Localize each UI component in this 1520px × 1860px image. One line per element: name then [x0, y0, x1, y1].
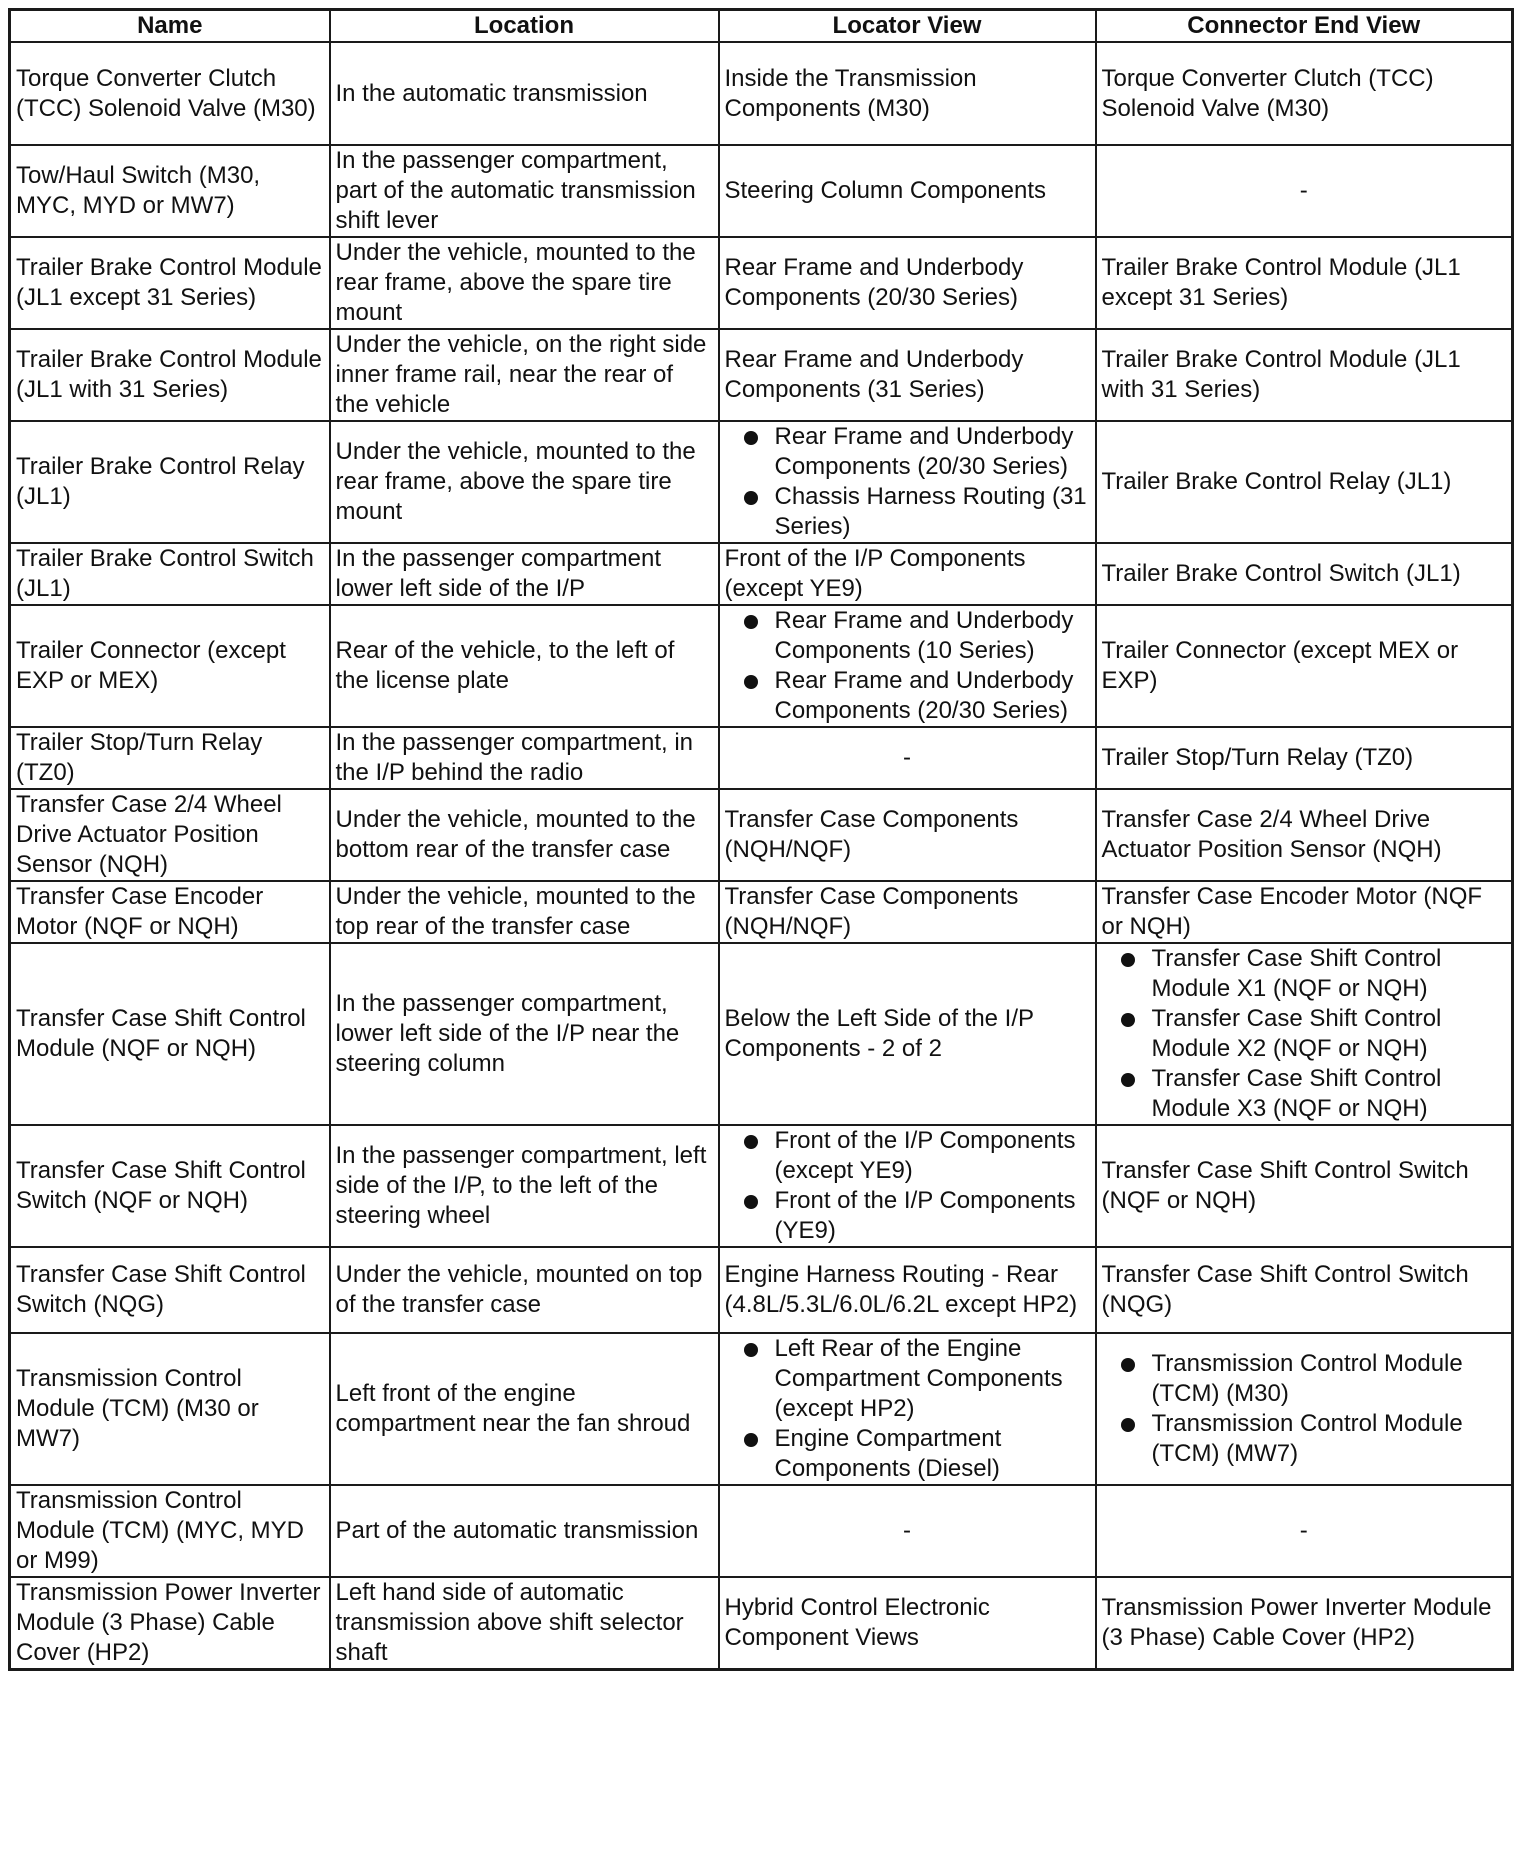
table-row [10, 1485, 1513, 1577]
cell-connector-end-view: Trailer Stop/Turn Relay (TZ0) [1096, 727, 1513, 789]
cell-locator-view [719, 605, 1096, 727]
bullet-item: Rear Frame and Underbody Components (10 Series) [725, 606, 1090, 666]
cell-location: In the passenger compartment, lower left side of the I/P near the steering column [330, 943, 719, 1125]
cell-name: Transmission Control Module (TCM) (MYC, MYD or M99) [10, 1485, 330, 1577]
cell-locator-view: Rear Frame and Underbody Components (20/30 Series) [719, 237, 1096, 329]
bullet-item: Transfer Case Shift Control Module X1 (NQF or NQH) [1102, 944, 1507, 1004]
bullet-item: Engine Compartment Components (Diesel) [725, 1424, 1090, 1484]
bullet-list [725, 606, 1090, 726]
cell-connector-end-view: - [1096, 145, 1513, 237]
table-row [10, 145, 1513, 237]
cell-locator-view: Transfer Case Components (NQH/NQF) [719, 789, 1096, 881]
table-row [10, 543, 1513, 605]
document-sheet [8, 8, 1511, 1846]
cell-name: Tow/Haul Switch (M30, MYC, MYD or MW7) [10, 145, 330, 237]
header-connector-end-view: Connector End View [1096, 10, 1513, 43]
bullet-item: Left Rear of the Engine Compartment Components (except HP2) [725, 1334, 1090, 1424]
cell-locator-view [719, 1125, 1096, 1247]
cell-name: Transfer Case Shift Control Module (NQF or NQH) [10, 943, 330, 1125]
cell-locator-view: Engine Harness Routing - Rear (4.8L/5.3L/6.0L/6.2L except HP2) [719, 1247, 1096, 1333]
cell-location: Part of the automatic transmission [330, 1485, 719, 1577]
cell-name: Transmission Power Inverter Module (3 Phase) Cable Cover (HP2) [10, 1577, 330, 1670]
table-row [10, 943, 1513, 1125]
cell-location: Under the vehicle, on the right side inner frame rail, near the rear of the vehicle [330, 329, 719, 421]
cell-location: Left hand side of automatic transmission above shift selector shaft [330, 1577, 719, 1670]
cell-name: Transmission Control Module (TCM) (M30 or MW7) [10, 1333, 330, 1485]
table-row [10, 421, 1513, 543]
bullet-item: Transmission Control Module (TCM) (MW7) [1102, 1409, 1507, 1469]
table-row [10, 789, 1513, 881]
cell-name: Transfer Case Shift Control Switch (NQG) [10, 1247, 330, 1333]
cell-name: Trailer Brake Control Switch (JL1) [10, 543, 330, 605]
header-name: Name [10, 10, 330, 43]
cell-connector-end-view: Transfer Case 2/4 Wheel Drive Actuator Position Sensor (NQH) [1096, 789, 1513, 881]
cell-location: Under the vehicle, mounted to the rear frame, above the spare tire mount [330, 237, 719, 329]
bullet-item: Front of the I/P Components (except YE9) [725, 1126, 1090, 1186]
bullet-list [725, 1126, 1090, 1246]
cell-locator-view [719, 421, 1096, 543]
cell-locator-view [719, 1333, 1096, 1485]
table-row [10, 1577, 1513, 1670]
table-header-row [10, 10, 1513, 43]
table-row [10, 605, 1513, 727]
cell-connector-end-view: Torque Converter Clutch (TCC) Solenoid Valve (M30) [1096, 42, 1513, 145]
cell-name: Trailer Brake Control Module (JL1 except 31 Series) [10, 237, 330, 329]
cell-name: Trailer Connector (except EXP or MEX) [10, 605, 330, 727]
cell-locator-view: Inside the Transmission Components (M30) [719, 42, 1096, 145]
cell-location: Under the vehicle, mounted to the top rear of the transfer case [330, 881, 719, 943]
table-row [10, 1333, 1513, 1485]
table-body [10, 42, 1513, 1670]
cell-connector-end-view [1096, 1333, 1513, 1485]
cell-connector-end-view: Trailer Brake Control Module (JL1 with 31 Series) [1096, 329, 1513, 421]
cell-name: Transfer Case Shift Control Switch (NQF or NQH) [10, 1125, 330, 1247]
cell-connector-end-view [1096, 943, 1513, 1125]
bullet-item: Chassis Harness Routing (31 Series) [725, 482, 1090, 542]
bullet-item: Transfer Case Shift Control Module X3 (NQF or NQH) [1102, 1064, 1507, 1124]
cell-connector-end-view: Trailer Connector (except MEX or EXP) [1096, 605, 1513, 727]
cell-location: Left front of the engine compartment near the fan shroud [330, 1333, 719, 1485]
cell-location: In the automatic transmission [330, 42, 719, 145]
cell-name: Trailer Brake Control Module (JL1 with 31 Series) [10, 329, 330, 421]
cell-name: Torque Converter Clutch (TCC) Solenoid Valve (M30) [10, 42, 330, 145]
cell-locator-view: - [719, 727, 1096, 789]
bullet-item: Front of the I/P Components (YE9) [725, 1186, 1090, 1246]
bullet-list [725, 1334, 1090, 1484]
cell-connector-end-view: Transfer Case Encoder Motor (NQF or NQH) [1096, 881, 1513, 943]
table-row [10, 329, 1513, 421]
header-locator-view: Locator View [719, 10, 1096, 43]
cell-locator-view: Rear Frame and Underbody Components (31 Series) [719, 329, 1096, 421]
cell-connector-end-view: Transfer Case Shift Control Switch (NQG) [1096, 1247, 1513, 1333]
bullet-item: Rear Frame and Underbody Components (20/30 Series) [725, 422, 1090, 482]
bullet-item: Transmission Control Module (TCM) (M30) [1102, 1349, 1507, 1409]
cell-connector-end-view: - [1096, 1485, 1513, 1577]
cell-location: Under the vehicle, mounted to the bottom rear of the transfer case [330, 789, 719, 881]
cell-locator-view: Steering Column Components [719, 145, 1096, 237]
table-row [10, 237, 1513, 329]
bullet-item: Transfer Case Shift Control Module X2 (NQF or NQH) [1102, 1004, 1507, 1064]
cell-locator-view: Below the Left Side of the I/P Components - 2 of 2 [719, 943, 1096, 1125]
bullet-list [1102, 944, 1507, 1124]
cell-locator-view: Transfer Case Components (NQH/NQF) [719, 881, 1096, 943]
cell-location: Under the vehicle, mounted on top of the transfer case [330, 1247, 719, 1333]
cell-connector-end-view: Trailer Brake Control Switch (JL1) [1096, 543, 1513, 605]
cell-locator-view: Hybrid Control Electronic Component Views [719, 1577, 1096, 1670]
cell-connector-end-view: Transmission Power Inverter Module (3 Phase) Cable Cover (HP2) [1096, 1577, 1513, 1670]
table-row [10, 42, 1513, 145]
header-location: Location [330, 10, 719, 43]
table-row [10, 1125, 1513, 1247]
bullet-list [725, 422, 1090, 542]
bullet-item: Rear Frame and Underbody Components (20/30 Series) [725, 666, 1090, 726]
component-locator-table [8, 8, 1514, 1671]
cell-location: Under the vehicle, mounted to the rear frame, above the spare tire mount [330, 421, 719, 543]
cell-location: Rear of the vehicle, to the left of the license plate [330, 605, 719, 727]
cell-locator-view: Front of the I/P Components (except YE9) [719, 543, 1096, 605]
cell-connector-end-view: Trailer Brake Control Module (JL1 except 31 Series) [1096, 237, 1513, 329]
cell-name: Transfer Case 2/4 Wheel Drive Actuator Position Sensor (NQH) [10, 789, 330, 881]
cell-connector-end-view: Trailer Brake Control Relay (JL1) [1096, 421, 1513, 543]
cell-locator-view: - [719, 1485, 1096, 1577]
cell-name: Transfer Case Encoder Motor (NQF or NQH) [10, 881, 330, 943]
cell-name: Trailer Stop/Turn Relay (TZ0) [10, 727, 330, 789]
cell-location: In the passenger compartment, in the I/P behind the radio [330, 727, 719, 789]
table-row [10, 727, 1513, 789]
table-row [10, 1247, 1513, 1333]
cell-location: In the passenger compartment, part of the automatic transmission shift lever [330, 145, 719, 237]
cell-connector-end-view: Transfer Case Shift Control Switch (NQF or NQH) [1096, 1125, 1513, 1247]
table-row [10, 881, 1513, 943]
bullet-list [1102, 1349, 1507, 1469]
cell-location: In the passenger compartment, left side of the I/P, to the left of the steering wheel [330, 1125, 719, 1247]
cell-name: Trailer Brake Control Relay (JL1) [10, 421, 330, 543]
cell-location: In the passenger compartment lower left side of the I/P [330, 543, 719, 605]
